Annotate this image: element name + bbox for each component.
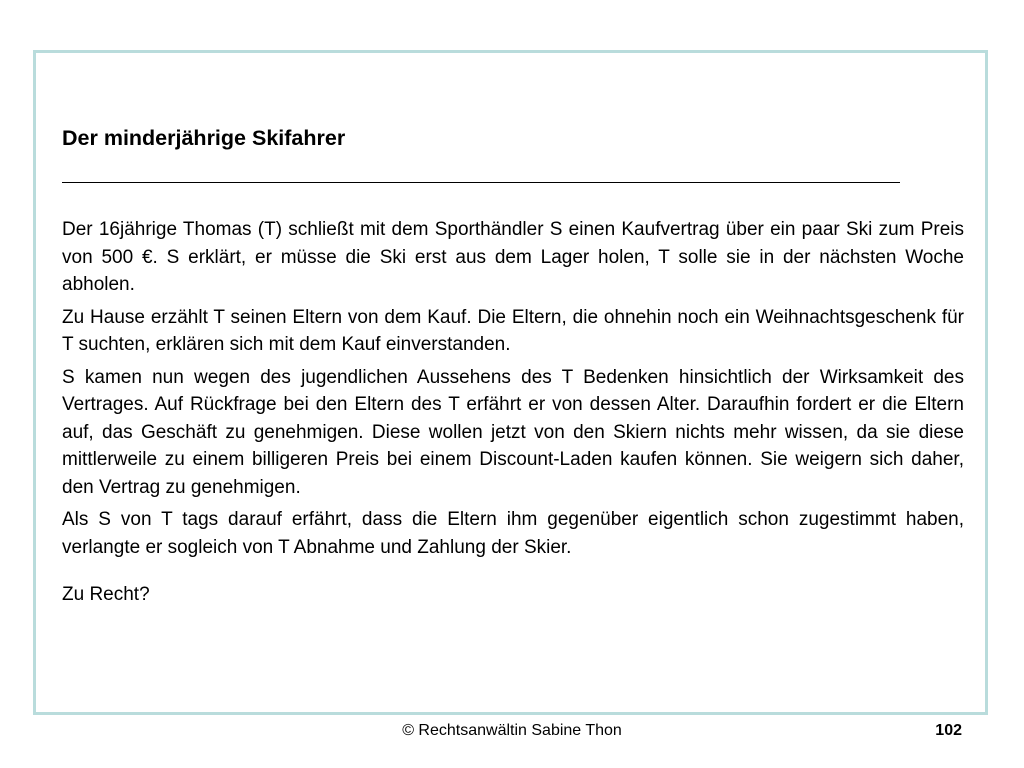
question-text: Zu Recht? [62, 584, 150, 605]
slide-content [62, 124, 964, 614]
paragraph-2: Zu Hause erzählt T seinen Eltern von dem Kauf. Die Eltern, die ohnehin noch ein Weihnachtsgeschenk für T suchten, erklären sich mit dem Kauf einverstanden. [62, 306, 964, 355]
page-number: 102 [935, 722, 962, 739]
slide-title: Der minderjährige Skifahrer [62, 126, 346, 150]
case-text [62, 216, 964, 609]
paragraph-1: Der 16jährige Thomas (T) schließt mit dem Sporthändler S einen Kaufvertrag über ein paar Ski zum Preis von 500 €. S erklärt, er müsse die Ski erst aus dem Lager holen, T solle sie in der nächsten Woche abholen. [62, 219, 964, 295]
paragraph-4: Als S von T tags darauf erfährt, dass die Eltern ihm gegenüber eigentlich schon zugestimmt haben, verlangte er sogleich von T Abnahme und Zahlung der Skier. [62, 509, 964, 558]
footer-copyright: © Rechtsanwältin Sabine Thon [402, 722, 622, 739]
title-underline [62, 182, 900, 183]
paragraph-3: S kamen nun wegen des jugendlichen Aussehens des T Bedenken hinsichtlich der Wirksamkeit des Vertrages. Auf Rückfrage bei den Eltern des T erfährt er von dessen Alter. Daraufhin fordert er die Eltern auf, das Geschäft zu genehmigen. Diese wollen jetzt von den Skiern nichts mehr wissen, da sie diese mittlerweile zu einem billigeren Preis bei einem Discount-Laden kaufen können. Sie weigern sich daher, den Vertrag zu genehmigen. [62, 366, 964, 498]
